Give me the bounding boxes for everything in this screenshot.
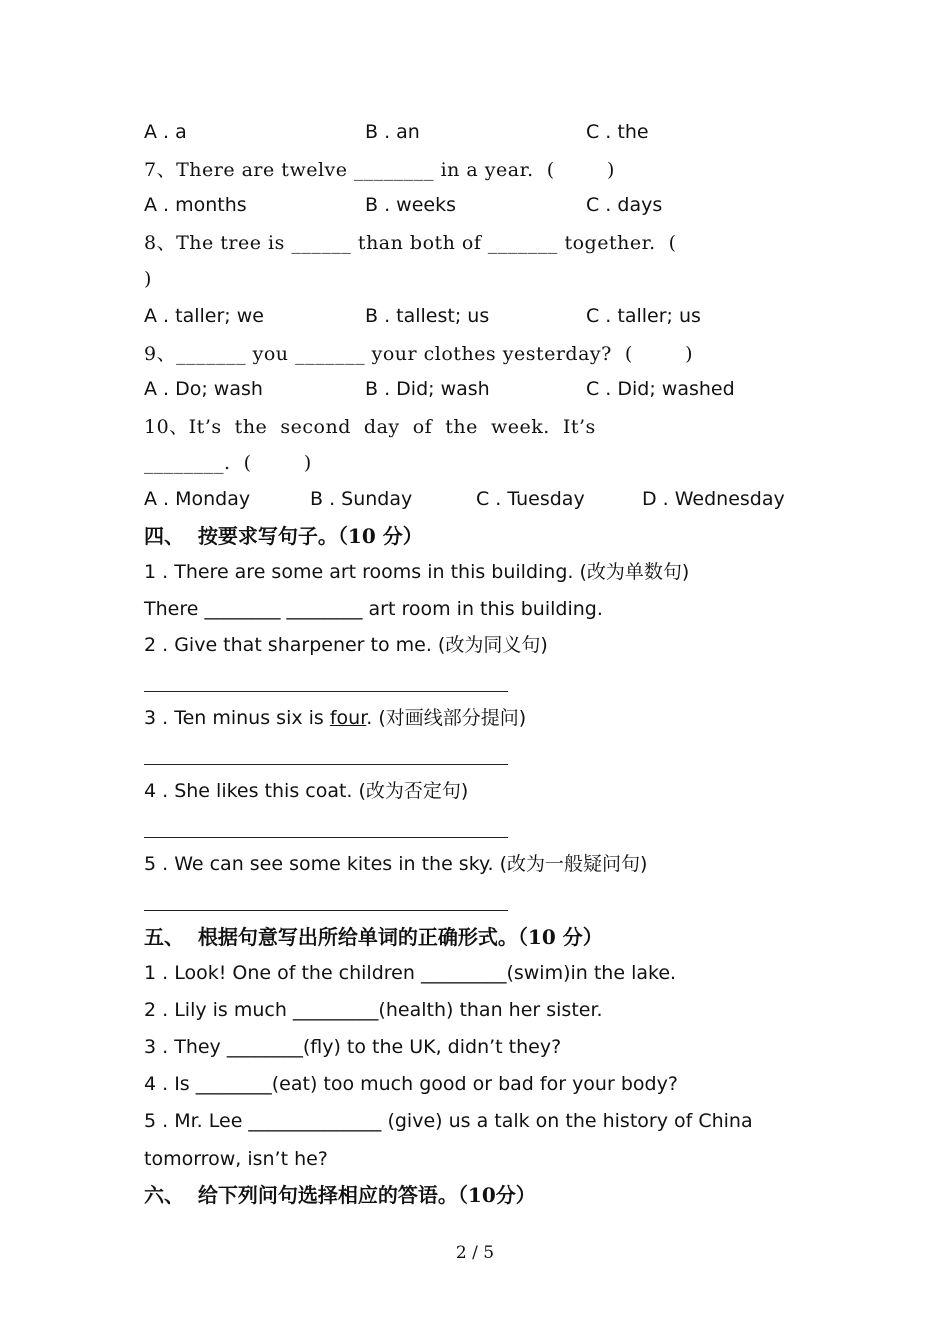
q9-option-a: A . Do; wash <box>144 378 263 400</box>
page-number: 2 / 5 <box>455 1243 495 1263</box>
q8-option-b: B . tallest; us <box>365 305 490 327</box>
q9-option-b: B . Did; wash <box>365 378 490 400</box>
section-4-q5: 5 . We can see some kites in the sky. (改为一般疑问句) <box>144 853 648 875</box>
q7-option-a: A . months <box>144 194 247 216</box>
q8-stem: 8、The tree is ______ than both of _______ together. ( <box>144 232 677 254</box>
section-4-q1-answer: There ________ ________ art room in this building. <box>144 598 603 620</box>
section-5-q4: 4 . Is ________(eat) too much good or bad for your body? <box>144 1073 678 1095</box>
q10-option-c: C . Tuesday <box>476 488 585 510</box>
section-5-q3: 3 . They ________(fly) to the UK, didn’t they? <box>144 1036 562 1058</box>
section-5-q5-continued: tomorrow, isn’t he? <box>144 1148 328 1170</box>
section-5-title: 五、 根据句意写出所给单词的正确形式。（10 分） <box>144 925 603 949</box>
answer-line <box>144 837 508 838</box>
section-5-q5: 5 . Mr. Lee ______________ (give) us a talk on the history of China <box>144 1110 753 1132</box>
section-4-q1: 1 . There are some art rooms in this building. (改为单数句) <box>144 561 690 583</box>
section-4-q3: 3 . Ten minus six is four. (对画线部分提问) <box>144 707 527 729</box>
section-4-q2: 2 . Give that sharpener to me. (改为同义句) <box>144 634 548 656</box>
q10-stem-continued: ________. ( ) <box>144 452 312 474</box>
q9-stem: 9、_______ you _______ your clothes yesterday? ( ) <box>144 343 694 365</box>
answer-line <box>144 764 508 765</box>
q7-option-c: C . days <box>586 194 663 216</box>
q10-option-a: A . Monday <box>144 488 251 510</box>
q10-option-b: B . Sunday <box>310 488 413 510</box>
q6-option-a: A . a <box>144 121 187 143</box>
q8-option-a: A . taller; we <box>144 305 264 327</box>
q6-option-b: B . an <box>365 121 420 143</box>
q7-stem: 7、There are twelve ________ in a year. ( ) <box>144 159 615 181</box>
q9-option-c: C . Did; washed <box>586 378 735 400</box>
section-6-title: 六、 给下列问句选择相应的答语。（10分） <box>144 1183 536 1207</box>
q8-stem-continued: ) <box>144 268 152 290</box>
answer-line <box>144 910 508 911</box>
answer-line <box>144 691 508 692</box>
q6-option-c: C . the <box>586 121 649 143</box>
q7-option-b: B . weeks <box>365 194 456 216</box>
section-5-q1: 1 . Look! One of the children _________(swim)in the lake. <box>144 962 677 984</box>
q10-stem: 10、It’s the second day of the week. It’s <box>144 416 596 438</box>
section-4-q4: 4 . She likes this coat. (改为否定句) <box>144 780 469 802</box>
section-4-title: 四、 按要求写句子。（10 分） <box>144 524 423 548</box>
q8-option-c: C . taller; us <box>586 305 701 327</box>
q10-option-d: D . Wednesday <box>642 488 785 510</box>
underlined-word: four <box>329 707 367 729</box>
section-5-q2: 2 . Lily is much _________(health) than her sister. <box>144 999 603 1021</box>
